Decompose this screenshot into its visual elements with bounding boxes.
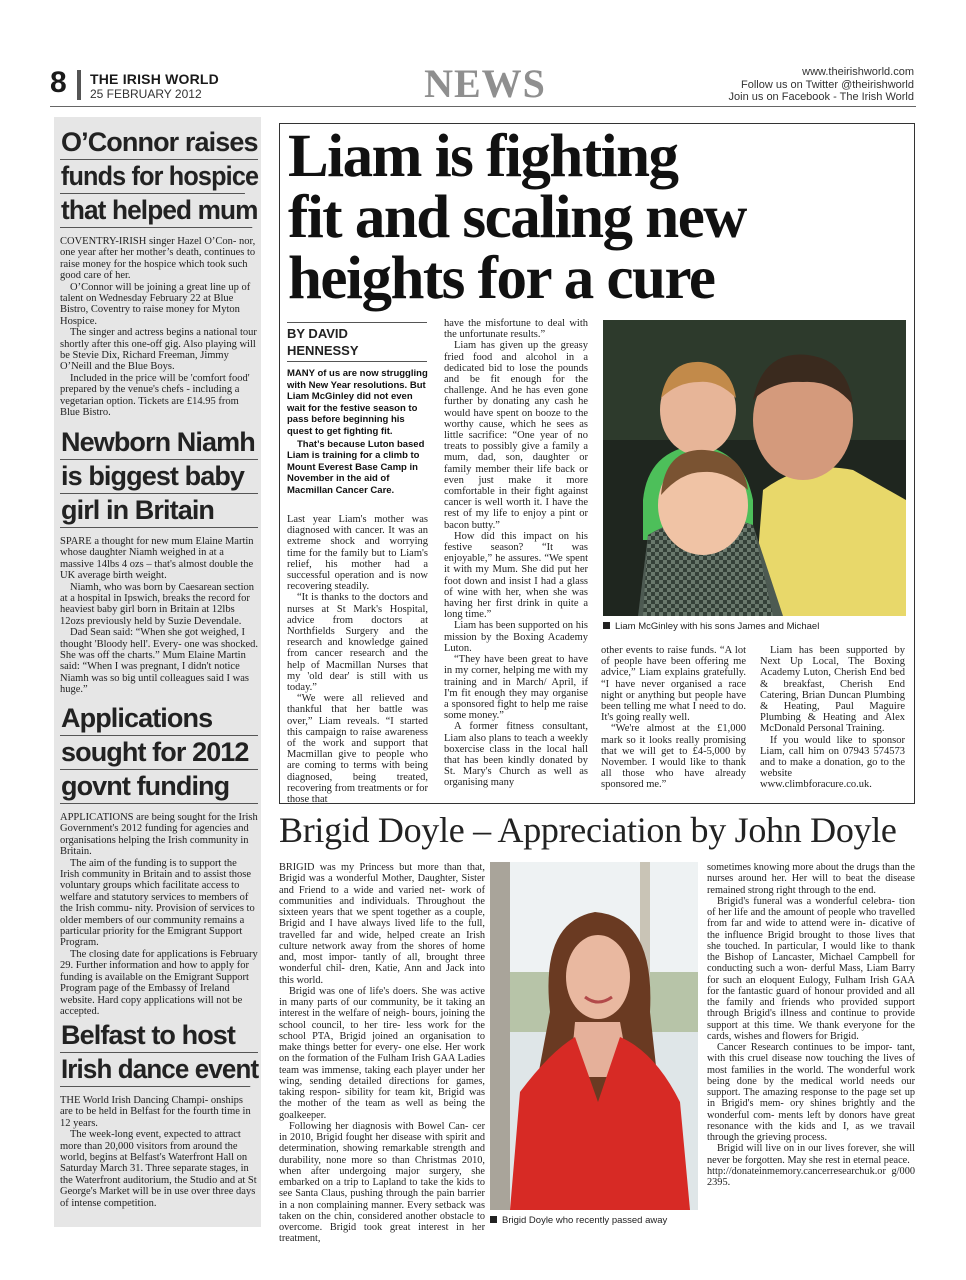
paragraph: The closing date for applications is February 29. Further information and how to apply for funding is available on the Emigrant Support Program page of the Embassy of Ireland website. Hard copy applications will not be accepted. [60,948,258,1017]
paragraph: “It is thanks to the doctors and nurses at St Mark's Hospital, advice from doctors at Northfields Surgery and the research and knowledge gained from cancer research and the help of Macmillan Nurses that my 'old dear' is still with us today.” [287,592,428,694]
paragraph: “They have been great to have in my corner, helping me with my training and in March/ April, if I'm fit enough they may organise a sponsored fight to help me raise some money.” [444,654,588,722]
photo-illustration [490,862,698,1210]
paragraph: The week-long event, expected to attract more than 20,000 visitors from around the world, begins at Belfast's Waterfront Hall on Saturday March 31. Three separate stages, in the Waterfront auditorium, the Studio and at St George's Market will be in use over three days of intense competition. [60,1129,257,1209]
paragraph: O’Connor will be joining a great line up of talent on Wednesday February 22 at Blue Bistro, Coventry to raise money for Myton Hospice. [60,281,251,327]
header-rule [50,106,916,107]
paragraph: The singer and actress begins a national tour shortly after this one-off gig. Also playing will be Stevie Dix, Richard Freeman, Jimmy O’Neill and the Blue Boys. [60,327,257,373]
paragraph: The aim of the funding is to support the Irish community in Britain and to assist those voluntary groups which facilitate access to welfare and statutory services to members of the Irish commu- nity. Provision of services to older members of our community remains a particular priority for the Emigrant Support Program. [60,857,255,949]
sidebar-story-funding [60,702,258,1017]
paragraph: Brigid will live on in our lives forever, she will never be forgotten. May she rest in eternal peace. [707,1143,915,1166]
section-title: NEWS [424,61,546,106]
paragraph: Following her diagnosis with Bowel Can- cer in 2010, Brigid fought her disease with spirit and determination, showing remarkable strength and durability, none more so than Christmas 2010, when after undergoing major surgery, she embarked on a trip to Lapland to take the kids to see Santa Claus, pushing through the pain barrier in a non complaining manner. Every setback was taken on the chin, considered another obstacle to overcome. Brigid took great interest in her treatment, [279,1120,485,1245]
headline-line: is biggest baby [60,460,258,494]
paragraph: How did this impact on his festive season? “It was enjoyable,” he assures. “We spent it with my Mum. She did put her foot down and insist I had a glass of wine with her, when she was having her first drink in quite a long time.” [444,530,588,621]
page-number: 8 [50,66,67,99]
paragraph: Liam has given up the greasy fried food and alcohol in a dedicated bid to lose the pounds and be fit enough for the challenge. And he has even gone further by donating any cash he would have spent on booze to the worthy cause, which he sees as little sacrifice: “One year of no treats to possibly give a family a mum, dad, son, daughter or family member their life back or even just make it more comfortable in their fight against cancer is well worth it. I have the rest of my life to enjoy a pint or bacon butty.” [444,340,588,531]
header-social [729,66,914,104]
byline-line: HENNESSY [287,343,359,358]
caption-marker-icon [603,622,610,629]
headline-line: Newborn Niamh [60,426,258,460]
paragraph: SPARE a thought for new mum Elaine Martin whose daughter Niamh weighed in at a massive 14lbs 4 ozs – that's almost double the UK average birth weight. [60,536,254,582]
caption-text: Liam McGinley with his sons James and Michael [615,621,820,632]
paragraph: Included in the price will be 'comfort food' prepared by the venue's chefs - including a vegetarian option. Tickets are £14.95 from Blue Bistro. [60,372,250,419]
headline-line: fit and scaling new [288,184,746,251]
sidebar-story-niamh [60,426,258,696]
paragraph: MANY of us are now struggling with New Year resolutions. But Liam McGinley did not even wait for the festive season to pass before beginning his quest to get fighting fit. [287,368,428,437]
headline-line: girl in Britain [60,494,258,528]
story-headline [60,702,258,804]
story-column-1 [287,514,428,805]
headline-line: heights for a cure [288,245,715,312]
byline [287,322,427,362]
story-column-3 [601,645,746,791]
paragraph: Dad Sean said: “When she got weighed, I thought 'Bloody hell'. Every- one was shocked. She was off the charts.” Mum Elaine Martin said: “When I was pregnant, I didn't notice Niamh was so big until colleagues said I was huge.” [60,627,258,696]
headline-line: funds for hospice [60,160,245,194]
paragraph: Liam has been supported by Next Up Local, The Boxing Academy Luton, Cherish End bed & breakfast, Cherish End Catering, Brian Duncan Plumbing & Heating, Paul Maguire Plumbing & Heating and Alex McDonald Personal Training. [760,645,905,735]
donation-link[interactable]: http://donateinmemory.cancerresearchuk.or g/0002395. [707,1165,915,1188]
paragraph: Cancer Research continues to be impor- tant, with this cruel disease now touching the lives of most families in the world. The wonderful work being done by the medical world needs our support. The amazing response to the page set up in Brigid's mem- ory shines brightly and the wonderful com- ments left by donors have great resonance with the kids and I, as we travail through the grieving process. [707,1042,915,1143]
headline-line: Irish dance event [60,1053,250,1087]
appreciation-column-1 [279,862,485,1245]
main-headline [288,123,913,312]
liam-photo-caption [603,621,906,633]
story-body [60,536,258,696]
paragraph: Brigid was one of life's doers. She was active in many parts of our community, be it taking an interest in the welfare of neigh- bours, joining the school council, to her tire- less work for the school PTA, Brigid joined an organisation to make things better for every- one else. Her work on the formation of the Fulham Irish GAA Ladies team was immense, taking each player under her wing, sending detailed directions for games, taking respon- sibility for team kit, Brigid was the mother of the team as well as being the goalkeeper. [279,985,485,1121]
headline-line: sought for 2012 [60,736,258,770]
paragraph: Last year Liam's mother was diagnosed with cancer. It was an extreme shock and worrying time for the family but to Liam's relief, his mother had a successful operation and is now recovering steadily. [287,514,428,593]
paper-name: THE IRISH WORLD [90,71,219,87]
paragraph: “We were all relieved and thankful that her battle was over,” Liam reveals. “I started this campaign to raise awareness of the work and support that Macmillan give to people who are coming to terms with being diagnosed, being treated, recovering from treatments or for those that [287,693,428,806]
paragraph: THE World Irish Dancing Champi- onships are to be held in Belfast for the fourth time in 12 years. [60,1095,251,1129]
paragraph: BRIGID was my Princess but more than that, Brigid was a wonderful Mother, Daughter, Sister and Friend to a wide and varied net- work of communities and individuals. Throughout the sixteen years that we spent together as a couple, Brigid and I have always lived life to the full, travelled far and wide, helped create an Irish culture network away from the shores of home and, most impor- tantly of all, brought three wonderful chil- dren, Katie, Ann and Jack into this world. [279,862,485,986]
facebook-page: Join us on Facebook - The Irish World [728,91,914,103]
issue-date: 25 FEBRUARY 2012 [90,87,202,101]
story-body [60,236,258,419]
appreciation-title: Brigid Doyle – Appreciation by John Doyle [279,810,897,850]
story-column-4 [760,645,905,791]
sidebar-story-belfast [60,1019,258,1209]
photo-illustration [603,320,906,616]
caption-text: Brigid Doyle who recently passed away [502,1215,668,1226]
paragraph: other events to raise funds. “A lot of people have been offering me advice,” Liam explains gratefully. “I have never organised a race night or anything but people have been telling me what I need to do. It's going really well. [601,645,746,724]
paragraph: “We're almost at the £1,000 mark so it looks really promising that we will get to £4-5,000 by November. I would like to thank all those who have already sponsored me.” [601,723,746,791]
story-headline [60,126,258,228]
headline-line: Liam is fighting [288,123,678,190]
sidebar-story-oconnor [60,126,258,419]
paragraph: APPLICATIONS are being sought for the Irish Government's 2012 funding for agencies and organisations helping the Irish community in Britain. [60,812,258,858]
caption-marker-icon [490,1216,497,1223]
headline-line: govnt funding [60,770,258,804]
paragraph: Niamh, who was born by Caesarean section at a hospital in Ipswich, breaks the record for heaviest baby girl born in Britain at 12lbs 12ozs previously held by Suzie Devendale. [60,581,254,627]
paragraph: Liam has been supported on his mission by the Boxing Academy Luton. [444,620,588,654]
paragraph: COVENTRY-IRISH singer Hazel O’Con- nor, one year after her mother’s death, continues to raise money for the hospice which took such good care of her. [60,236,256,282]
headline-line: that helped mum [60,194,252,228]
paragraph: Brigid's funeral was a wonderful celebra- tion of her life and the amount of people who travelled from far and wide to attend were in- dicative of the influence Brigid brought to those lives that she touched. In particular, I would like to thank the Bishop of Lancaster, Michael Campbell for conducting such a won- derful Mass, Liam Barry for such an eloquent Eulogy, Fulham Irish GAA for the fantastic guard of honour provided and all the family and friends who provided support through Brigid's illness and continue to provide support at this time. We thank everyone for the cards, wishes and flowers for Brigid. [707,895,915,1042]
story-body [60,1095,258,1209]
brigid-photo-caption [490,1215,700,1227]
story-body [60,812,258,1017]
headline-line: Belfast to host [60,1019,258,1053]
website-url: www.theirishworld.com [802,66,914,78]
paragraph: have the misfortune to deal with the unfortunate results.” [444,318,588,341]
story-intro [287,368,428,497]
story-column-2 [444,318,588,789]
paragraph: A former fitness consultant, Liam also plans to teach a weekly boxercise class in the local hall that has been kindly donated by St. Mary's Church as well as organising many [444,721,588,789]
liam-family-photo [603,320,906,616]
brigid-doyle-photo [490,862,698,1210]
headline-line: O’Connor raises [60,126,258,160]
paragraph: That’s because Luton based Liam is training for a climb to Mount Everest Base Camp in November in the aid of Macmillan Cancer Care. [287,438,425,496]
header-divider [77,70,81,100]
byline-line: BY DAVID [287,326,348,341]
appreciation-column-2 [707,862,915,1188]
paragraph: If you would like to sponsor Liam, call him on 07943 574573 and to make a donation, go to the website www.climbforacure.co.uk. [760,734,905,791]
paragraph: sometimes knowing more about the drugs than the nurses around her. Her will to beat the disease remained strong right through to the end. [707,862,915,896]
twitter-handle: Follow us on Twitter @theirishworld [741,78,914,91]
story-headline [60,1019,258,1087]
story-headline [60,426,258,528]
headline-line: Applications [60,702,258,736]
